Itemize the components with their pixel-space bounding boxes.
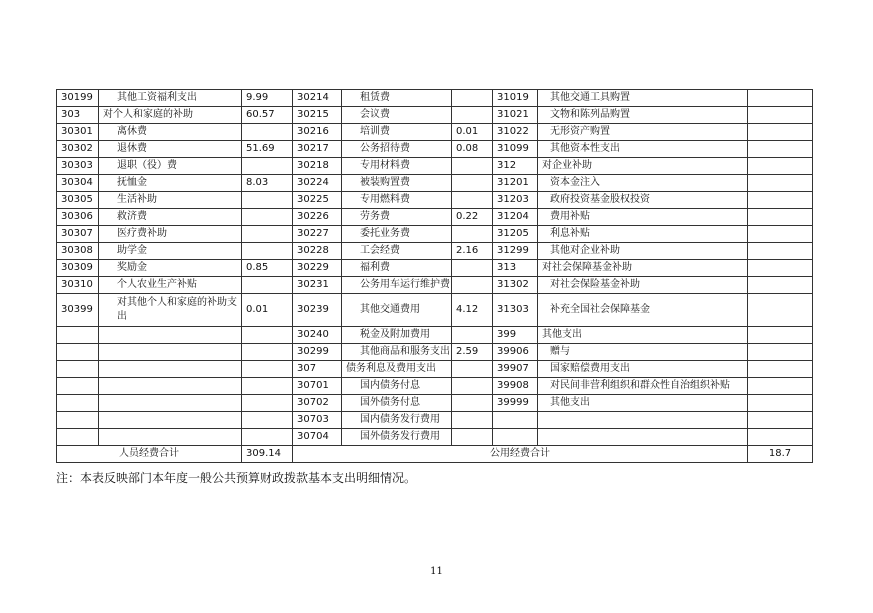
cell-b-name: 国内债务付息 — [342, 378, 452, 395]
cell-c-code: 31302 — [493, 277, 538, 294]
cell-c-name: 其他支出 — [538, 327, 748, 344]
cell-a-name: 抚恤金 — [99, 175, 242, 192]
cell-b-val: 0.01 — [452, 124, 493, 141]
cell-a-code — [57, 395, 99, 412]
cell-a-name — [99, 429, 242, 446]
cell-c-code: 399 — [493, 327, 538, 344]
cell-c-name: 资本金注入 — [538, 175, 748, 192]
cell-a-name: 退职（役）费 — [99, 158, 242, 175]
cell-c-val — [748, 395, 813, 412]
cell-c-code: 39907 — [493, 361, 538, 378]
table-row — [57, 243, 813, 260]
cell-c-code: 31299 — [493, 243, 538, 260]
cell-c-name: 国家赔偿费用支出 — [538, 361, 748, 378]
table-row — [57, 209, 813, 226]
cell-b-name: 其他交通费用 — [342, 294, 452, 327]
cell-c-val — [748, 378, 813, 395]
cell-b-code: 30240 — [293, 327, 342, 344]
cell-a-val: 0.01 — [242, 294, 293, 327]
cell-b-val — [452, 226, 493, 243]
cell-a-code: 30309 — [57, 260, 99, 277]
table-row — [57, 277, 813, 294]
personnel-total-label: 人员经费合计 — [57, 446, 242, 463]
cell-a-val — [242, 209, 293, 226]
table-row — [57, 412, 813, 429]
cell-c-val — [748, 243, 813, 260]
cell-b-name: 专用材料费 — [342, 158, 452, 175]
cell-b-val — [452, 107, 493, 124]
cell-b-code: 30216 — [293, 124, 342, 141]
cell-b-code: 30299 — [293, 344, 342, 361]
cell-a-code: 30399 — [57, 294, 99, 327]
cell-c-val — [748, 412, 813, 429]
table-row — [57, 395, 813, 412]
cell-b-val — [452, 361, 493, 378]
cell-a-val: 0.85 — [242, 260, 293, 277]
cell-c-code — [493, 429, 538, 446]
table-note: 注：本表反映部门本年度一般公共预算财政拨款基本支出明细情况。 — [56, 471, 417, 485]
cell-a-name — [99, 344, 242, 361]
cell-c-name — [538, 429, 748, 446]
cell-a-val — [242, 243, 293, 260]
cell-b-name: 国外债务发行费用 — [342, 429, 452, 446]
cell-a-val — [242, 277, 293, 294]
cell-a-name: 奖励金 — [99, 260, 242, 277]
table-row — [57, 226, 813, 243]
cell-b-code: 30227 — [293, 226, 342, 243]
table-row — [57, 429, 813, 446]
cell-b-code: 30218 — [293, 158, 342, 175]
cell-b-name: 委托业务费 — [342, 226, 452, 243]
cell-b-code: 30226 — [293, 209, 342, 226]
cell-b-name: 债务利息及费用支出 — [342, 361, 452, 378]
cell-c-name — [538, 412, 748, 429]
cell-c-code: 312 — [493, 158, 538, 175]
cell-a-name: 生活补助 — [99, 192, 242, 209]
table-row — [57, 327, 813, 344]
cell-b-val — [452, 192, 493, 209]
cell-c-val — [748, 226, 813, 243]
cell-a-name: 救济费 — [99, 209, 242, 226]
cell-b-val: 2.59 — [452, 344, 493, 361]
cell-a-val — [242, 327, 293, 344]
cell-b-code: 30217 — [293, 141, 342, 158]
cell-c-val — [748, 158, 813, 175]
cell-b-name: 会议费 — [342, 107, 452, 124]
cell-c-name: 政府投资基金股权投资 — [538, 192, 748, 209]
table-row — [57, 361, 813, 378]
table-row — [57, 344, 813, 361]
cell-b-val — [452, 327, 493, 344]
cell-c-code: 31303 — [493, 294, 538, 327]
cell-a-val — [242, 124, 293, 141]
cell-c-name: 无形资产购置 — [538, 124, 748, 141]
cell-b-name: 工会经费 — [342, 243, 452, 260]
cell-b-code: 30703 — [293, 412, 342, 429]
cell-b-code: 30214 — [293, 90, 342, 107]
cell-a-val — [242, 344, 293, 361]
cell-a-val — [242, 192, 293, 209]
cell-a-code: 30304 — [57, 175, 99, 192]
table-body — [57, 90, 813, 446]
cell-b-code: 307 — [293, 361, 342, 378]
cell-a-val: 51.69 — [242, 141, 293, 158]
cell-b-name: 国内债务发行费用 — [342, 412, 452, 429]
cell-a-name — [99, 361, 242, 378]
cell-a-code: 30308 — [57, 243, 99, 260]
cell-c-code: 39999 — [493, 395, 538, 412]
cell-a-val — [242, 158, 293, 175]
cell-c-val — [748, 107, 813, 124]
cell-b-code: 30225 — [293, 192, 342, 209]
cell-b-val: 0.22 — [452, 209, 493, 226]
cell-b-name: 培训费 — [342, 124, 452, 141]
cell-b-val — [452, 412, 493, 429]
cell-c-val — [748, 277, 813, 294]
cell-c-code: 313 — [493, 260, 538, 277]
cell-c-name: 其他交通工具购置 — [538, 90, 748, 107]
cell-b-val: 0.08 — [452, 141, 493, 158]
cell-a-code: 30303 — [57, 158, 99, 175]
cell-c-code: 31022 — [493, 124, 538, 141]
cell-a-name: 离休费 — [99, 124, 242, 141]
cell-a-code: 30307 — [57, 226, 99, 243]
table-row — [57, 192, 813, 209]
cell-b-name: 其他商品和服务支出 — [342, 344, 452, 361]
cell-c-code: 31205 — [493, 226, 538, 243]
cell-a-code: 303 — [57, 107, 99, 124]
cell-c-name: 补充全国社会保障基金 — [538, 294, 748, 327]
table-row — [57, 90, 813, 107]
cell-c-val — [748, 429, 813, 446]
cell-c-code: 31021 — [493, 107, 538, 124]
cell-c-val — [748, 209, 813, 226]
table-row — [57, 175, 813, 192]
table-row — [57, 260, 813, 277]
cell-b-val — [452, 175, 493, 192]
cell-a-name — [99, 395, 242, 412]
cell-c-val — [748, 175, 813, 192]
cell-c-name: 对社会保障基金补助 — [538, 260, 748, 277]
cell-b-code: 30231 — [293, 277, 342, 294]
cell-c-val — [748, 294, 813, 327]
cell-a-name — [99, 412, 242, 429]
cell-a-code: 30305 — [57, 192, 99, 209]
table-row — [57, 294, 813, 327]
cell-b-name: 租赁费 — [342, 90, 452, 107]
table-row — [57, 158, 813, 175]
cell-b-val — [452, 90, 493, 107]
table-row — [57, 378, 813, 395]
cell-b-val — [452, 429, 493, 446]
cell-a-code — [57, 361, 99, 378]
cell-b-code: 30224 — [293, 175, 342, 192]
cell-c-val — [748, 361, 813, 378]
cell-c-code: 31201 — [493, 175, 538, 192]
cell-a-name: 医疗费补助 — [99, 226, 242, 243]
cell-c-name: 对民间非营利组织和群众性自治组织补贴 — [538, 378, 748, 395]
cell-c-val — [748, 124, 813, 141]
cell-c-code: 39908 — [493, 378, 538, 395]
cell-c-code: 31019 — [493, 90, 538, 107]
cell-a-code: 30310 — [57, 277, 99, 294]
cell-b-code: 30702 — [293, 395, 342, 412]
cell-a-val — [242, 412, 293, 429]
cell-a-name: 对个人和家庭的补助 — [99, 107, 242, 124]
cell-b-code: 30701 — [293, 378, 342, 395]
cell-a-name — [99, 378, 242, 395]
cell-b-name: 公务用车运行维护费 — [342, 277, 452, 294]
cell-a-code: 30199 — [57, 90, 99, 107]
cell-b-val — [452, 277, 493, 294]
table-row — [57, 124, 813, 141]
cell-c-code: 31099 — [493, 141, 538, 158]
cell-c-val — [748, 192, 813, 209]
cell-a-code: 30302 — [57, 141, 99, 158]
cell-c-name: 对企业补助 — [538, 158, 748, 175]
cell-a-val: 8.03 — [242, 175, 293, 192]
cell-b-name: 专用燃料费 — [342, 192, 452, 209]
cell-c-val — [748, 141, 813, 158]
cell-a-val: 9.99 — [242, 90, 293, 107]
cell-a-val — [242, 429, 293, 446]
cell-a-code — [57, 327, 99, 344]
cell-b-name: 劳务费 — [342, 209, 452, 226]
cell-c-code: 31203 — [493, 192, 538, 209]
cell-c-name: 对社会保险基金补助 — [538, 277, 748, 294]
cell-c-val — [748, 90, 813, 107]
expenditure-table — [56, 89, 813, 463]
cell-a-code — [57, 429, 99, 446]
cell-c-name: 赠与 — [538, 344, 748, 361]
cell-b-name: 公务招待费 — [342, 141, 452, 158]
cell-a-val: 60.57 — [242, 107, 293, 124]
cell-b-val: 2.16 — [452, 243, 493, 260]
cell-c-name: 其他支出 — [538, 395, 748, 412]
personnel-total-value: 309.14 — [242, 446, 293, 463]
cell-a-name: 对其他个人和家庭的补助支出 — [99, 294, 242, 327]
cell-b-val — [452, 158, 493, 175]
cell-b-val — [452, 378, 493, 395]
totals-row — [57, 446, 813, 463]
cell-b-val — [452, 395, 493, 412]
cell-b-code: 30239 — [293, 294, 342, 327]
cell-a-name: 退休费 — [99, 141, 242, 158]
cell-b-code: 30215 — [293, 107, 342, 124]
cell-b-name: 国外债务付息 — [342, 395, 452, 412]
cell-a-name: 助学金 — [99, 243, 242, 260]
cell-c-val — [748, 344, 813, 361]
cell-b-code: 30229 — [293, 260, 342, 277]
cell-a-code — [57, 344, 99, 361]
page-number: 11 — [430, 566, 443, 577]
cell-c-val — [748, 327, 813, 344]
table-row — [57, 141, 813, 158]
cell-a-name — [99, 327, 242, 344]
cell-b-name: 被装购置费 — [342, 175, 452, 192]
cell-c-name: 利息补贴 — [538, 226, 748, 243]
cell-c-code: 31204 — [493, 209, 538, 226]
cell-c-name: 文物和陈列品购置 — [538, 107, 748, 124]
public-total-value: 18.7 — [748, 446, 813, 463]
cell-c-name: 费用补贴 — [538, 209, 748, 226]
cell-b-code: 30228 — [293, 243, 342, 260]
cell-c-code — [493, 412, 538, 429]
cell-c-name: 其他资本性支出 — [538, 141, 748, 158]
cell-a-val — [242, 226, 293, 243]
cell-c-name: 其他对企业补助 — [538, 243, 748, 260]
cell-a-code: 30306 — [57, 209, 99, 226]
cell-a-name: 其他工资福利支出 — [99, 90, 242, 107]
cell-b-val: 4.12 — [452, 294, 493, 327]
cell-b-name: 税金及附加费用 — [342, 327, 452, 344]
cell-a-code — [57, 412, 99, 429]
cell-a-val — [242, 395, 293, 412]
cell-a-val — [242, 378, 293, 395]
table-row — [57, 107, 813, 124]
cell-b-code: 30704 — [293, 429, 342, 446]
cell-c-val — [748, 260, 813, 277]
cell-b-name: 福利费 — [342, 260, 452, 277]
public-total-label: 公用经费合计 — [293, 446, 748, 463]
cell-c-code: 39906 — [493, 344, 538, 361]
cell-b-val — [452, 260, 493, 277]
cell-a-code — [57, 378, 99, 395]
cell-a-code: 30301 — [57, 124, 99, 141]
cell-a-name: 个人农业生产补贴 — [99, 277, 242, 294]
cell-a-val — [242, 361, 293, 378]
